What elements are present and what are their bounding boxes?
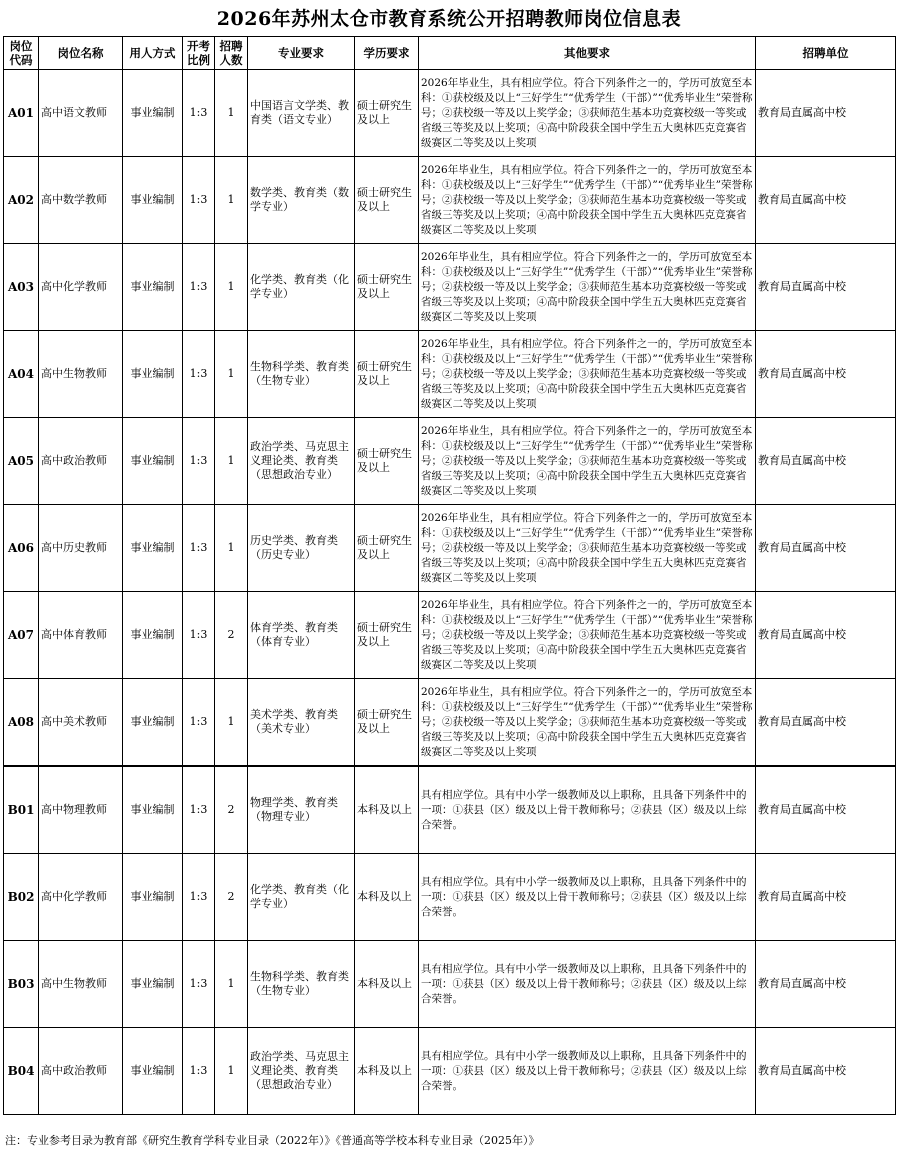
cell-ratio: 1:3 bbox=[183, 244, 215, 331]
cell-major: 生物科学类、教育类（生物专业） bbox=[248, 331, 355, 418]
cell-major: 政治学类、马克思主义理论类、教育类（思想政治专业） bbox=[248, 418, 355, 505]
cell-major: 美术学类、教育类（美术专业） bbox=[248, 679, 355, 767]
cell-ratio: 1:3 bbox=[183, 505, 215, 592]
cell-other-requirements: 具有相应学位。具有中小学一级教师及以上职称，且具备下列条件中的一项：①获县（区）级及以上骨干教师称号；②获县（区）级及以上综合荣誉。 bbox=[419, 854, 756, 941]
cell-education: 本科及以上 bbox=[355, 941, 419, 1028]
cell-method: 事业编制 bbox=[123, 592, 183, 679]
cell-education: 硕士研究生及以上 bbox=[355, 70, 419, 157]
cell-code: A03 bbox=[4, 244, 39, 331]
cell-major: 生物科学类、教育类（生物专业） bbox=[248, 941, 355, 1028]
cell-education: 硕士研究生及以上 bbox=[355, 505, 419, 592]
cell-other-requirements: 2026年毕业生，具有相应学位。符合下列条件之一的，学历可放宽至本科：①获校级及以上“三好学生”“优秀学生（干部）”“优秀毕业生”荣誉称号；②获校级一等及以上奖学金；③获师范生基本功竞赛校级一等奖或省级三等奖及以上奖项；④高中阶段获全国中学生五大奥林匹克竞赛省级赛区二等奖及以上奖项 bbox=[419, 331, 756, 418]
positions-table bbox=[3, 36, 896, 1115]
cell-major: 历史学类、教育类（历史专业） bbox=[248, 505, 355, 592]
cell-method: 事业编制 bbox=[123, 766, 183, 854]
cell-method: 事业编制 bbox=[123, 941, 183, 1028]
cell-major: 化学类、教育类（化学专业） bbox=[248, 244, 355, 331]
cell-position-name: 高中历史教师 bbox=[39, 505, 123, 592]
cell-count: 1 bbox=[215, 157, 248, 244]
cell-unit: 教育局直属高中校 bbox=[756, 592, 896, 679]
header-count: 招聘人数 bbox=[215, 37, 248, 70]
header-ratio: 开考比例 bbox=[183, 37, 215, 70]
cell-education: 本科及以上 bbox=[355, 766, 419, 854]
cell-count: 1 bbox=[215, 1028, 248, 1115]
cell-unit: 教育局直属高中校 bbox=[756, 854, 896, 941]
cell-education: 本科及以上 bbox=[355, 1028, 419, 1115]
cell-education: 本科及以上 bbox=[355, 854, 419, 941]
cell-method: 事业编制 bbox=[123, 331, 183, 418]
cell-unit: 教育局直属高中校 bbox=[756, 418, 896, 505]
cell-major: 中国语言文学类、教育类（语文专业） bbox=[248, 70, 355, 157]
cell-code: A07 bbox=[4, 592, 39, 679]
table-row bbox=[4, 505, 896, 592]
cell-position-name: 高中美术教师 bbox=[39, 679, 123, 767]
cell-code: A01 bbox=[4, 70, 39, 157]
cell-unit: 教育局直属高中校 bbox=[756, 1028, 896, 1115]
cell-method: 事业编制 bbox=[123, 854, 183, 941]
cell-ratio: 1:3 bbox=[183, 592, 215, 679]
table-row bbox=[4, 70, 896, 157]
table-body bbox=[4, 70, 896, 1115]
cell-other-requirements: 2026年毕业生，具有相应学位。符合下列条件之一的，学历可放宽至本科：①获校级及以上“三好学生”“优秀学生（干部）”“优秀毕业生”荣誉称号；②获校级一等及以上奖学金；③获师范生基本功竞赛校级一等奖或省级三等奖及以上奖项；④高中阶段获全国中学生五大奥林匹克竞赛省级赛区二等奖及以上奖项 bbox=[419, 418, 756, 505]
cell-code: B04 bbox=[4, 1028, 39, 1115]
cell-unit: 教育局直属高中校 bbox=[756, 331, 896, 418]
cell-method: 事业编制 bbox=[123, 1028, 183, 1115]
cell-ratio: 1:3 bbox=[183, 766, 215, 854]
table-row bbox=[4, 592, 896, 679]
cell-code: A08 bbox=[4, 679, 39, 767]
cell-code: A06 bbox=[4, 505, 39, 592]
cell-count: 2 bbox=[215, 854, 248, 941]
cell-unit: 教育局直属高中校 bbox=[756, 679, 896, 767]
cell-position-name: 高中政治教师 bbox=[39, 1028, 123, 1115]
cell-other-requirements: 2026年毕业生，具有相应学位。符合下列条件之一的，学历可放宽至本科：①获校级及以上“三好学生”“优秀学生（干部）”“优秀毕业生”荣誉称号；②获校级一等及以上奖学金；③获师范生基本功竞赛校级一等奖或省级三等奖及以上奖项；④高中阶段获全国中学生五大奥林匹克竞赛省级赛区二等奖及以上奖项 bbox=[419, 505, 756, 592]
cell-other-requirements: 具有相应学位。具有中小学一级教师及以上职称，且具备下列条件中的一项：①获县（区）级及以上骨干教师称号；②获县（区）级及以上综合荣誉。 bbox=[419, 1028, 756, 1115]
cell-unit: 教育局直属高中校 bbox=[756, 505, 896, 592]
header-major: 专业要求 bbox=[248, 37, 355, 70]
table-row bbox=[4, 244, 896, 331]
cell-major: 物理学类、教育类（物理专业） bbox=[248, 766, 355, 854]
cell-code: A02 bbox=[4, 157, 39, 244]
table-row bbox=[4, 941, 896, 1028]
cell-position-name: 高中物理教师 bbox=[39, 766, 123, 854]
footnote: 注：专业参考目录为教育部《研究生教育学科专业目录（2022年）》《普通高等学校本科专业目录（2025年）》 bbox=[5, 1134, 540, 1147]
cell-position-name: 高中生物教师 bbox=[39, 941, 123, 1028]
cell-method: 事业编制 bbox=[123, 679, 183, 767]
header-education: 学历要求 bbox=[355, 37, 419, 70]
cell-count: 1 bbox=[215, 679, 248, 767]
cell-count: 2 bbox=[215, 592, 248, 679]
cell-unit: 教育局直属高中校 bbox=[756, 941, 896, 1028]
cell-code: B01 bbox=[4, 766, 39, 854]
cell-position-name: 高中化学教师 bbox=[39, 854, 123, 941]
cell-count: 1 bbox=[215, 244, 248, 331]
cell-education: 硕士研究生及以上 bbox=[355, 592, 419, 679]
header-method: 用人方式 bbox=[123, 37, 183, 70]
cell-education: 硕士研究生及以上 bbox=[355, 157, 419, 244]
cell-education: 硕士研究生及以上 bbox=[355, 418, 419, 505]
header-name: 岗位名称 bbox=[39, 37, 123, 70]
cell-other-requirements: 2026年毕业生，具有相应学位。符合下列条件之一的，学历可放宽至本科：①获校级及以上“三好学生”“优秀学生（干部）”“优秀毕业生”荣誉称号；②获校级一等及以上奖学金；③获师范生基本功竞赛校级一等奖或省级三等奖及以上奖项；④高中阶段获全国中学生五大奥林匹克竞赛省级赛区二等奖及以上奖项 bbox=[419, 244, 756, 331]
table-row bbox=[4, 679, 896, 767]
cell-count: 2 bbox=[215, 766, 248, 854]
cell-code: A04 bbox=[4, 331, 39, 418]
table-row bbox=[4, 157, 896, 244]
cell-education: 硕士研究生及以上 bbox=[355, 331, 419, 418]
header-unit: 招聘单位 bbox=[756, 37, 896, 70]
cell-position-name: 高中语文教师 bbox=[39, 70, 123, 157]
table-header-row bbox=[4, 37, 896, 70]
cell-count: 1 bbox=[215, 505, 248, 592]
cell-ratio: 1:3 bbox=[183, 941, 215, 1028]
cell-major: 体育学类、教育类（体育专业） bbox=[248, 592, 355, 679]
page-title: 2026年苏州太仓市教育系统公开招聘教师岗位信息表 bbox=[216, 8, 682, 30]
cell-method: 事业编制 bbox=[123, 418, 183, 505]
table-row bbox=[4, 418, 896, 505]
cell-count: 1 bbox=[215, 941, 248, 1028]
cell-count: 1 bbox=[215, 70, 248, 157]
cell-position-name: 高中体育教师 bbox=[39, 592, 123, 679]
cell-code: B02 bbox=[4, 854, 39, 941]
cell-major: 政治学类、马克思主义理论类、教育类（思想政治专业） bbox=[248, 1028, 355, 1115]
header-code: 岗位代码 bbox=[4, 37, 39, 70]
cell-position-name: 高中政治教师 bbox=[39, 418, 123, 505]
cell-major: 化学类、教育类（化学专业） bbox=[248, 854, 355, 941]
cell-ratio: 1:3 bbox=[183, 418, 215, 505]
cell-ratio: 1:3 bbox=[183, 70, 215, 157]
cell-count: 1 bbox=[215, 331, 248, 418]
cell-position-name: 高中化学教师 bbox=[39, 244, 123, 331]
table-row bbox=[4, 1028, 896, 1115]
cell-education: 硕士研究生及以上 bbox=[355, 244, 419, 331]
cell-method: 事业编制 bbox=[123, 157, 183, 244]
cell-unit: 教育局直属高中校 bbox=[756, 70, 896, 157]
table-row bbox=[4, 331, 896, 418]
header-other: 其他要求 bbox=[419, 37, 756, 70]
cell-method: 事业编制 bbox=[123, 70, 183, 157]
cell-position-name: 高中数学教师 bbox=[39, 157, 123, 244]
cell-ratio: 1:3 bbox=[183, 854, 215, 941]
table-row bbox=[4, 766, 896, 854]
cell-ratio: 1:3 bbox=[183, 1028, 215, 1115]
cell-other-requirements: 2026年毕业生，具有相应学位。符合下列条件之一的，学历可放宽至本科：①获校级及以上“三好学生”“优秀学生（干部）”“优秀毕业生”荣誉称号；②获校级一等及以上奖学金；③获师范生基本功竞赛校级一等奖或省级三等奖及以上奖项；④高中阶段获全国中学生五大奥林匹克竞赛省级赛区二等奖及以上奖项 bbox=[419, 592, 756, 679]
cell-position-name: 高中生物教师 bbox=[39, 331, 123, 418]
cell-other-requirements: 2026年毕业生，具有相应学位。符合下列条件之一的，学历可放宽至本科：①获校级及以上“三好学生”“优秀学生（干部）”“优秀毕业生”荣誉称号；②获校级一等及以上奖学金；③获师范生基本功竞赛校级一等奖或省级三等奖及以上奖项；④高中阶段获全国中学生五大奥林匹克竞赛省级赛区二等奖及以上奖项 bbox=[419, 679, 756, 767]
cell-other-requirements: 2026年毕业生，具有相应学位。符合下列条件之一的，学历可放宽至本科：①获校级及以上“三好学生”“优秀学生（干部）”“优秀毕业生”荣誉称号；②获校级一等及以上奖学金；③获师范生基本功竞赛校级一等奖或省级三等奖及以上奖项；④高中阶段获全国中学生五大奥林匹克竞赛省级赛区二等奖及以上奖项 bbox=[419, 70, 756, 157]
cell-unit: 教育局直属高中校 bbox=[756, 244, 896, 331]
cell-method: 事业编制 bbox=[123, 244, 183, 331]
cell-ratio: 1:3 bbox=[183, 331, 215, 418]
cell-unit: 教育局直属高中校 bbox=[756, 157, 896, 244]
cell-ratio: 1:3 bbox=[183, 157, 215, 244]
cell-other-requirements: 具有相应学位。具有中小学一级教师及以上职称，且具备下列条件中的一项：①获县（区）级及以上骨干教师称号；②获县（区）级及以上综合荣誉。 bbox=[419, 766, 756, 854]
cell-method: 事业编制 bbox=[123, 505, 183, 592]
cell-other-requirements: 具有相应学位。具有中小学一级教师及以上职称，且具备下列条件中的一项：①获县（区）级及以上骨干教师称号；②获县（区）级及以上综合荣誉。 bbox=[419, 941, 756, 1028]
cell-count: 1 bbox=[215, 418, 248, 505]
cell-code: A05 bbox=[4, 418, 39, 505]
cell-code: B03 bbox=[4, 941, 39, 1028]
cell-education: 硕士研究生及以上 bbox=[355, 679, 419, 767]
table-row bbox=[4, 854, 896, 941]
cell-other-requirements: 2026年毕业生，具有相应学位。符合下列条件之一的，学历可放宽至本科：①获校级及以上“三好学生”“优秀学生（干部）”“优秀毕业生”荣誉称号；②获校级一等及以上奖学金；③获师范生基本功竞赛校级一等奖或省级三等奖及以上奖项；④高中阶段获全国中学生五大奥林匹克竞赛省级赛区二等奖及以上奖项 bbox=[419, 157, 756, 244]
cell-major: 数学类、教育类（数学专业） bbox=[248, 157, 355, 244]
cell-ratio: 1:3 bbox=[183, 679, 215, 767]
cell-unit: 教育局直属高中校 bbox=[756, 766, 896, 854]
